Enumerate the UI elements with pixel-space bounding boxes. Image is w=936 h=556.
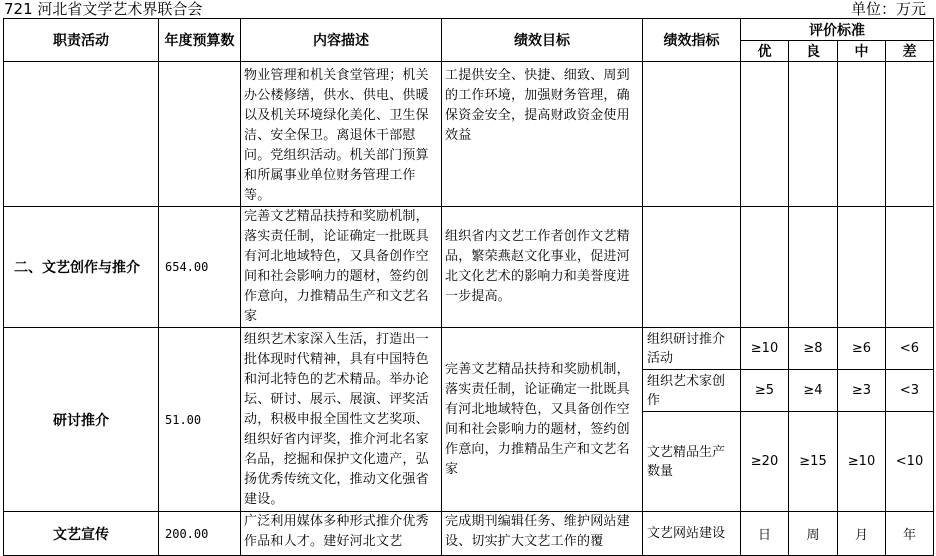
col-header-goal: 绩效目标: [442, 19, 643, 62]
indicator-cell: 文艺精品生产数量: [643, 412, 741, 512]
indicator-cell: [643, 207, 741, 328]
performance-table: [3, 18, 934, 556]
grade-cell: [838, 207, 886, 328]
description-cell: 物业管理和机关食堂管理；机关办公楼修缮，供水、供电、供暖以及机关环境绿化美化、卫生保洁、安全保卫。离退休干部慰问。党组织活动。机关部门预算和所属事业单位财务管理工作等。: [241, 62, 442, 207]
grade-medium-header: 中: [838, 41, 886, 62]
grade-medium-cell: ≥6: [838, 328, 886, 370]
grade-poor-cell: <3: [886, 370, 934, 412]
goal-cell: 工提供安全、快捷、细致、周到的工作环境，加强财务管理，确保资金安全，提高财政资金使用效益: [442, 62, 643, 207]
budget-cell: 200.00: [159, 512, 241, 556]
grade-excellent-cell: ≥20: [741, 412, 789, 512]
activity-cell: 文艺宣传: [4, 512, 159, 556]
col-header-description: 内容描述: [241, 19, 442, 62]
grade-cell: [838, 62, 886, 207]
grade-excellent-cell: 日: [741, 512, 789, 556]
grade-medium-cell: ≥3: [838, 370, 886, 412]
grade-excellent-header: 优: [741, 41, 789, 62]
indicator-cell: 组织艺术家创作: [643, 370, 741, 412]
indicator-cell: 组织研讨推介活动: [643, 328, 741, 370]
grade-cell: [789, 62, 838, 207]
goal-cell: 完成期刊编辑任务、维护网站建设、切实扩大文艺工作的覆: [442, 512, 643, 556]
description-cell: 完善文艺精品扶持和奖励机制，落实责任制，论证确定一批既具有河北地域特色，又具备创作空间和社会影响力的题材，签约创作意向，力推精品生产和文艺名家: [241, 207, 442, 328]
grade-poor-cell: 年: [886, 512, 934, 556]
description-cell: 组织艺术家深入生活，打造出一批体现时代精神，具有中国特色和河北特色的艺术精品。举办论坛、研讨、展示、展演、评奖活动，积极申报全国性文艺奖项、组织好省内评奖，推介河北名家名品，挖掘和保护文化遗产，弘扬优秀传统文化，推动文化强省建设。: [241, 328, 442, 512]
col-header-budget: 年度预算数: [159, 19, 241, 62]
grade-cell: [886, 207, 934, 328]
grade-good-cell: ≥4: [789, 370, 838, 412]
grade-good-cell: 周: [789, 512, 838, 556]
goal-cell: 完善文艺精品扶持和奖励机制，落实责任制，论证确定一批既具有河北地域特色，又具备创作空间和社会影响力的题材，签约创作意向，力推精品生产和文艺名家: [442, 328, 643, 512]
grade-poor-header: 差: [886, 41, 934, 62]
budget-cell: [159, 62, 241, 207]
grade-good-cell: ≥15: [789, 412, 838, 512]
col-header-indicator: 绩效指标: [643, 19, 741, 62]
table-title: 721 河北省文学艺术界联合会: [4, 0, 203, 18]
budget-cell: 654.00: [159, 207, 241, 328]
goal-cell: 组织省内文艺工作者创作文艺精品，繁荣燕赵文化事业，促进河北文化艺术的影响力和美誉度进一步提高。: [442, 207, 643, 328]
indicator-cell: [643, 62, 741, 207]
table-row: [4, 207, 934, 328]
activity-cell: 二、文艺创作与推介: [4, 207, 159, 328]
grade-good-header: 良: [789, 41, 838, 62]
budget-cell: 51.00: [159, 328, 241, 512]
grade-medium-cell: ≥10: [838, 412, 886, 512]
unit-label: 单位：万元: [850, 0, 926, 18]
grade-cell: [741, 62, 789, 207]
table-row: [4, 512, 934, 556]
grade-cell: [886, 62, 934, 207]
grade-poor-cell: <10: [886, 412, 934, 512]
activity-cell: [4, 62, 159, 207]
grade-cell: [741, 207, 789, 328]
table-row: [4, 328, 934, 370]
header-row: [4, 19, 934, 41]
grade-excellent-cell: ≥5: [741, 370, 789, 412]
grade-poor-cell: <6: [886, 328, 934, 370]
table-row: [4, 62, 934, 207]
col-header-criteria: 评价标准: [741, 19, 934, 41]
grade-cell: [789, 207, 838, 328]
activity-cell: 研讨推介: [4, 328, 159, 512]
grade-good-cell: ≥8: [789, 328, 838, 370]
grade-excellent-cell: ≥10: [741, 328, 789, 370]
description-cell: 广泛利用媒体多种形式推介优秀作品和人才。建好河北文艺: [241, 512, 442, 556]
indicator-cell: 文艺网站建设: [643, 512, 741, 556]
grade-medium-cell: 月: [838, 512, 886, 556]
col-header-activity: 职责活动: [4, 19, 159, 62]
